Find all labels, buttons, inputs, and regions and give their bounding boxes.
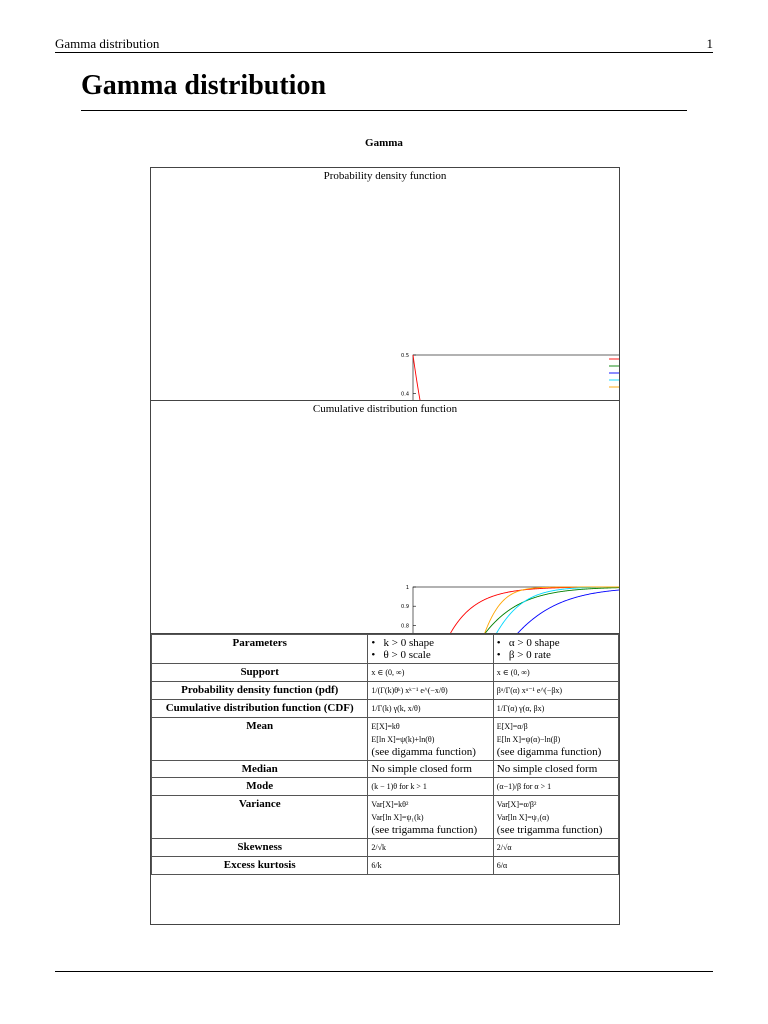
page-number: 1 [706,36,713,51]
y-tick-label: 0.5 [401,353,409,359]
mean-formula: E[X]=kθ [371,722,400,731]
infobox-caption: Gamma [365,137,403,149]
trigamma-note: (see trigamma function) [496,824,603,836]
row-mode [152,778,619,796]
median-alpha-beta: No simple closed form [493,761,618,778]
mean-log-formula: E[ln X]=ψ(k)+ln(θ) [371,735,435,744]
skewness-alpha-beta: 2/√α [493,839,618,857]
param-theta: • θ > 0 scale [371,649,489,661]
pdf-figure-title: Probability density function [323,170,447,182]
median-k-theta: No simple closed form [368,761,493,778]
pdf-formula-alpha-beta: βᵅ/Γ(α) xᵅ⁻¹ e^(−βx) [493,682,618,700]
param-alpha: • α > 0 shape [497,637,615,649]
value-alpha [493,635,618,664]
pdf-formula-k-theta: 1/(Γ(k)θᵏ) xᵏ⁻¹ e^(−x/θ) [368,682,493,700]
variance-k-theta [368,796,493,839]
row-mean [152,718,619,761]
mode-k-theta: (k − 1)θ for k > 1 [368,778,493,796]
series-line [413,588,619,633]
mean-formula: E[X]=α/β [496,722,528,731]
running-title: Gamma distribution [55,36,160,51]
mean-log-formula: E[ln X]=ψ(α)−ln(β) [496,735,561,744]
variance-alpha-beta [493,796,618,839]
mean-alpha-beta [493,718,618,761]
mean-k-theta [368,718,493,761]
digamma-note: (see digamma function) [371,746,476,758]
y-tick-label: 0.4 [401,391,409,398]
digamma-note: (see digamma function) [496,746,602,758]
row-label: Variance [152,796,368,839]
row-pdf [152,682,619,700]
page-title: Gamma distribution [81,70,327,101]
trigamma-note: (see trigamma function) [371,824,478,836]
variance-formula: Var[X]=α/β² [496,800,537,809]
plot-frame [413,355,619,400]
cdf-formula-alpha-beta: 1/Γ(α) γ(α, βx) [493,700,618,718]
pdf-chart [151,168,619,400]
variance-log-formula: Var[ln X]=ψ₁(α) [496,813,550,822]
infobox [150,167,620,925]
row-parameters [152,635,619,664]
y-tick-label: 1 [405,585,409,591]
y-tick-label: 0.9 [401,604,409,611]
kurtosis-alpha-beta: 6/α [493,857,618,875]
row-excess-kurtosis [152,857,619,875]
support-alpha-beta: x ∈ (0, ∞) [493,664,618,682]
param-k: • k > 0 shape [371,637,489,649]
kurtosis-k-theta: 6/k [368,857,493,875]
variance-log-formula: Var[ln X]=ψ₁(k) [371,813,424,822]
y-tick-label: 0.8 [401,623,409,630]
row-label: Skewness [152,839,368,857]
row-support [152,664,619,682]
mode-alpha-beta: (α−1)/β for α > 1 [493,778,618,796]
cdf-figure [151,401,619,634]
running-header [55,34,713,54]
row-label: Mean [152,718,368,761]
series-line [413,355,619,400]
value-k [368,635,493,664]
row-label: Mode [152,778,368,796]
cdf-figure-title: Cumulative distribution function [312,403,458,415]
title-rule [81,110,687,111]
cdf-chart [151,401,619,633]
row-skewness [152,839,619,857]
row-label: Probability density function (pdf) [152,682,368,700]
row-label: Cumulative distribution function (CDF) [152,700,368,718]
row-label: Parameters [152,635,368,664]
cdf-formula-k-theta: 1/Γ(k) γ(k, x/θ) [368,700,493,718]
support-k-theta: x ∈ (0, ∞) [368,664,493,682]
row-label: Median [152,761,368,778]
row-label: Excess kurtosis [152,857,368,875]
skewness-k-theta: 2/√k [368,839,493,857]
param-beta: • β > 0 rate [497,649,615,661]
header-rule [55,52,713,53]
row-label: Support [152,664,368,682]
row-variance [152,796,619,839]
properties-table [151,634,619,875]
footer-rule [55,971,713,972]
row-median [152,761,619,778]
row-cdf [152,700,619,718]
variance-formula: Var[X]=kθ² [371,800,409,809]
pdf-figure [151,168,619,401]
